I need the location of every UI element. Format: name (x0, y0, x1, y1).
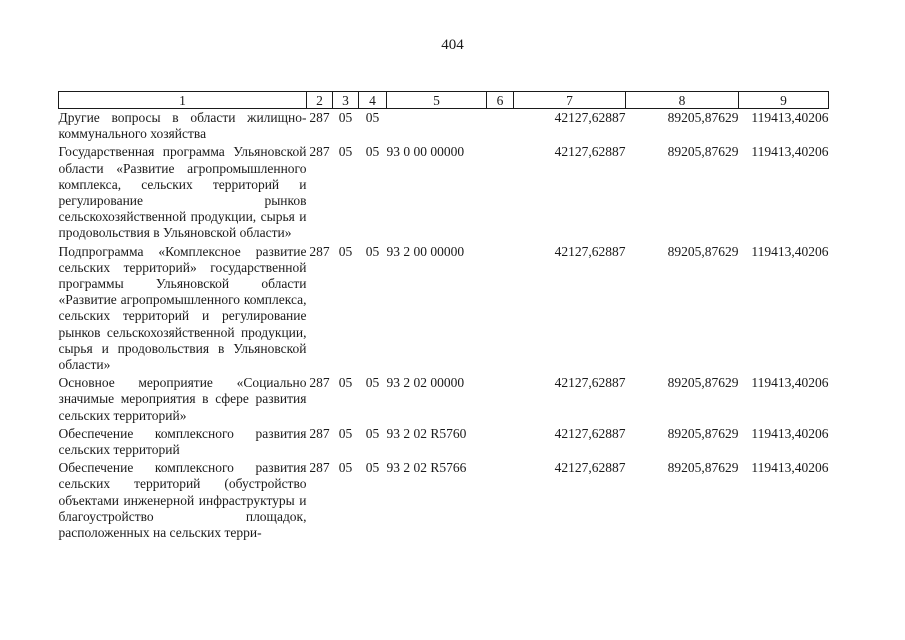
row-col9: 119413,40206 (751, 460, 829, 476)
row-col9: 119413,40206 (751, 110, 829, 125)
row-col4: 05 (365, 460, 380, 476)
row-col6 (487, 144, 514, 243)
row-name: Основное мероприятие «Социально значимые мероприятия в сфере развития сельских территорий» (58, 375, 307, 423)
table-row (59, 460, 829, 543)
row-col9: 119413,40206 (751, 144, 829, 160)
row-col5 (387, 109, 487, 145)
row-col7: 42127,62887 (554, 110, 626, 125)
row-col6 (487, 426, 514, 460)
row-col6 (487, 244, 514, 376)
page-number: 404 (441, 37, 464, 53)
row-col3: 05 (338, 425, 353, 441)
row-col5: 93 0 00 00000 (386, 144, 465, 160)
header-cell: 4 (359, 92, 387, 109)
row-col9: 119413,40206 (751, 243, 829, 259)
row-col4: 05 (365, 425, 380, 441)
row-col8: 89205,87629 (667, 425, 739, 441)
header-cell: 1 (59, 92, 307, 109)
row-col3: 05 (338, 144, 353, 160)
header-cell: 5 (387, 92, 487, 109)
header-cell: 8 (626, 92, 739, 109)
table-row (59, 144, 829, 243)
row-col2: 287 (309, 375, 330, 391)
row-col9: 119413,40206 (751, 425, 829, 441)
row-col4: 05 (365, 375, 380, 391)
row-col5: 93 2 00 00000 (386, 243, 465, 259)
row-col7: 42127,62887 (554, 243, 626, 259)
row-col4: 05 (365, 243, 380, 259)
table-row (59, 109, 829, 145)
row-col7: 42127,62887 (554, 425, 626, 441)
row-col3: 05 (338, 243, 353, 259)
row-col8: 89205,87629 (667, 144, 739, 160)
row-col8: 89205,87629 (667, 243, 739, 259)
header-cell: 3 (333, 92, 359, 109)
row-col9: 119413,40206 (751, 375, 829, 391)
row-col5: 93 2 02 R5766 (386, 460, 467, 476)
header-cell: 9 (739, 92, 829, 109)
row-name: Государственная программа Ульяновской области «Развитие агропромышленного комплекса, сельских территорий и регулирование рынков сельскохозяйственной продукции, сырья и продовольствия в Ульяновской области» (58, 144, 307, 241)
row-col6 (487, 375, 514, 426)
header-cell: 7 (514, 92, 626, 109)
row-col8: 89205,87629 (667, 375, 739, 391)
table-row (59, 244, 829, 376)
row-col6 (487, 109, 514, 145)
budget-table (58, 91, 829, 543)
row-col2: 287 (309, 460, 330, 476)
row-col6 (487, 460, 514, 543)
table-row (59, 375, 829, 426)
table-row (59, 426, 829, 460)
row-col2: 287 (309, 110, 330, 125)
row-col5: 93 2 02 00000 (386, 375, 465, 391)
row-name: Другие вопросы в области жилищно-коммунального хозяйства (58, 110, 307, 142)
table-header-row (59, 92, 829, 109)
row-col8: 89205,87629 (667, 110, 739, 125)
row-col7: 42127,62887 (554, 144, 626, 160)
header-cell: 2 (307, 92, 333, 109)
row-col7: 42127,62887 (554, 375, 626, 391)
row-col4: 05 (365, 144, 380, 160)
row-name: Обеспечение комплексного развития сельских территорий (обустройство объектами инженерной инфраструктуры и благоустройство площадок, расположенных на сельских терри- (58, 460, 307, 541)
row-col2: 287 (309, 425, 330, 441)
row-name: Обеспечение комплексного развития сельских территорий (58, 425, 307, 458)
row-col3: 05 (338, 460, 353, 476)
row-col8: 89205,87629 (667, 460, 739, 476)
row-col5: 93 2 02 R5760 (386, 425, 467, 441)
row-col4: 05 (365, 110, 380, 125)
row-name: Подпрограмма «Комплексное развитие сельских территорий» государственной программы Ульяновской области «Развитие агропромышленного комплекса, сельских территорий и регулирование рынков сельскохозяйственной продукции, сырья и продовольствия в Ульяновской области» (58, 243, 307, 373)
row-col3: 05 (338, 375, 353, 391)
row-col2: 287 (309, 144, 330, 160)
row-col7: 42127,62887 (554, 460, 626, 476)
header-cell: 6 (487, 92, 514, 109)
row-col3: 05 (338, 110, 353, 125)
row-col2: 287 (309, 243, 330, 259)
